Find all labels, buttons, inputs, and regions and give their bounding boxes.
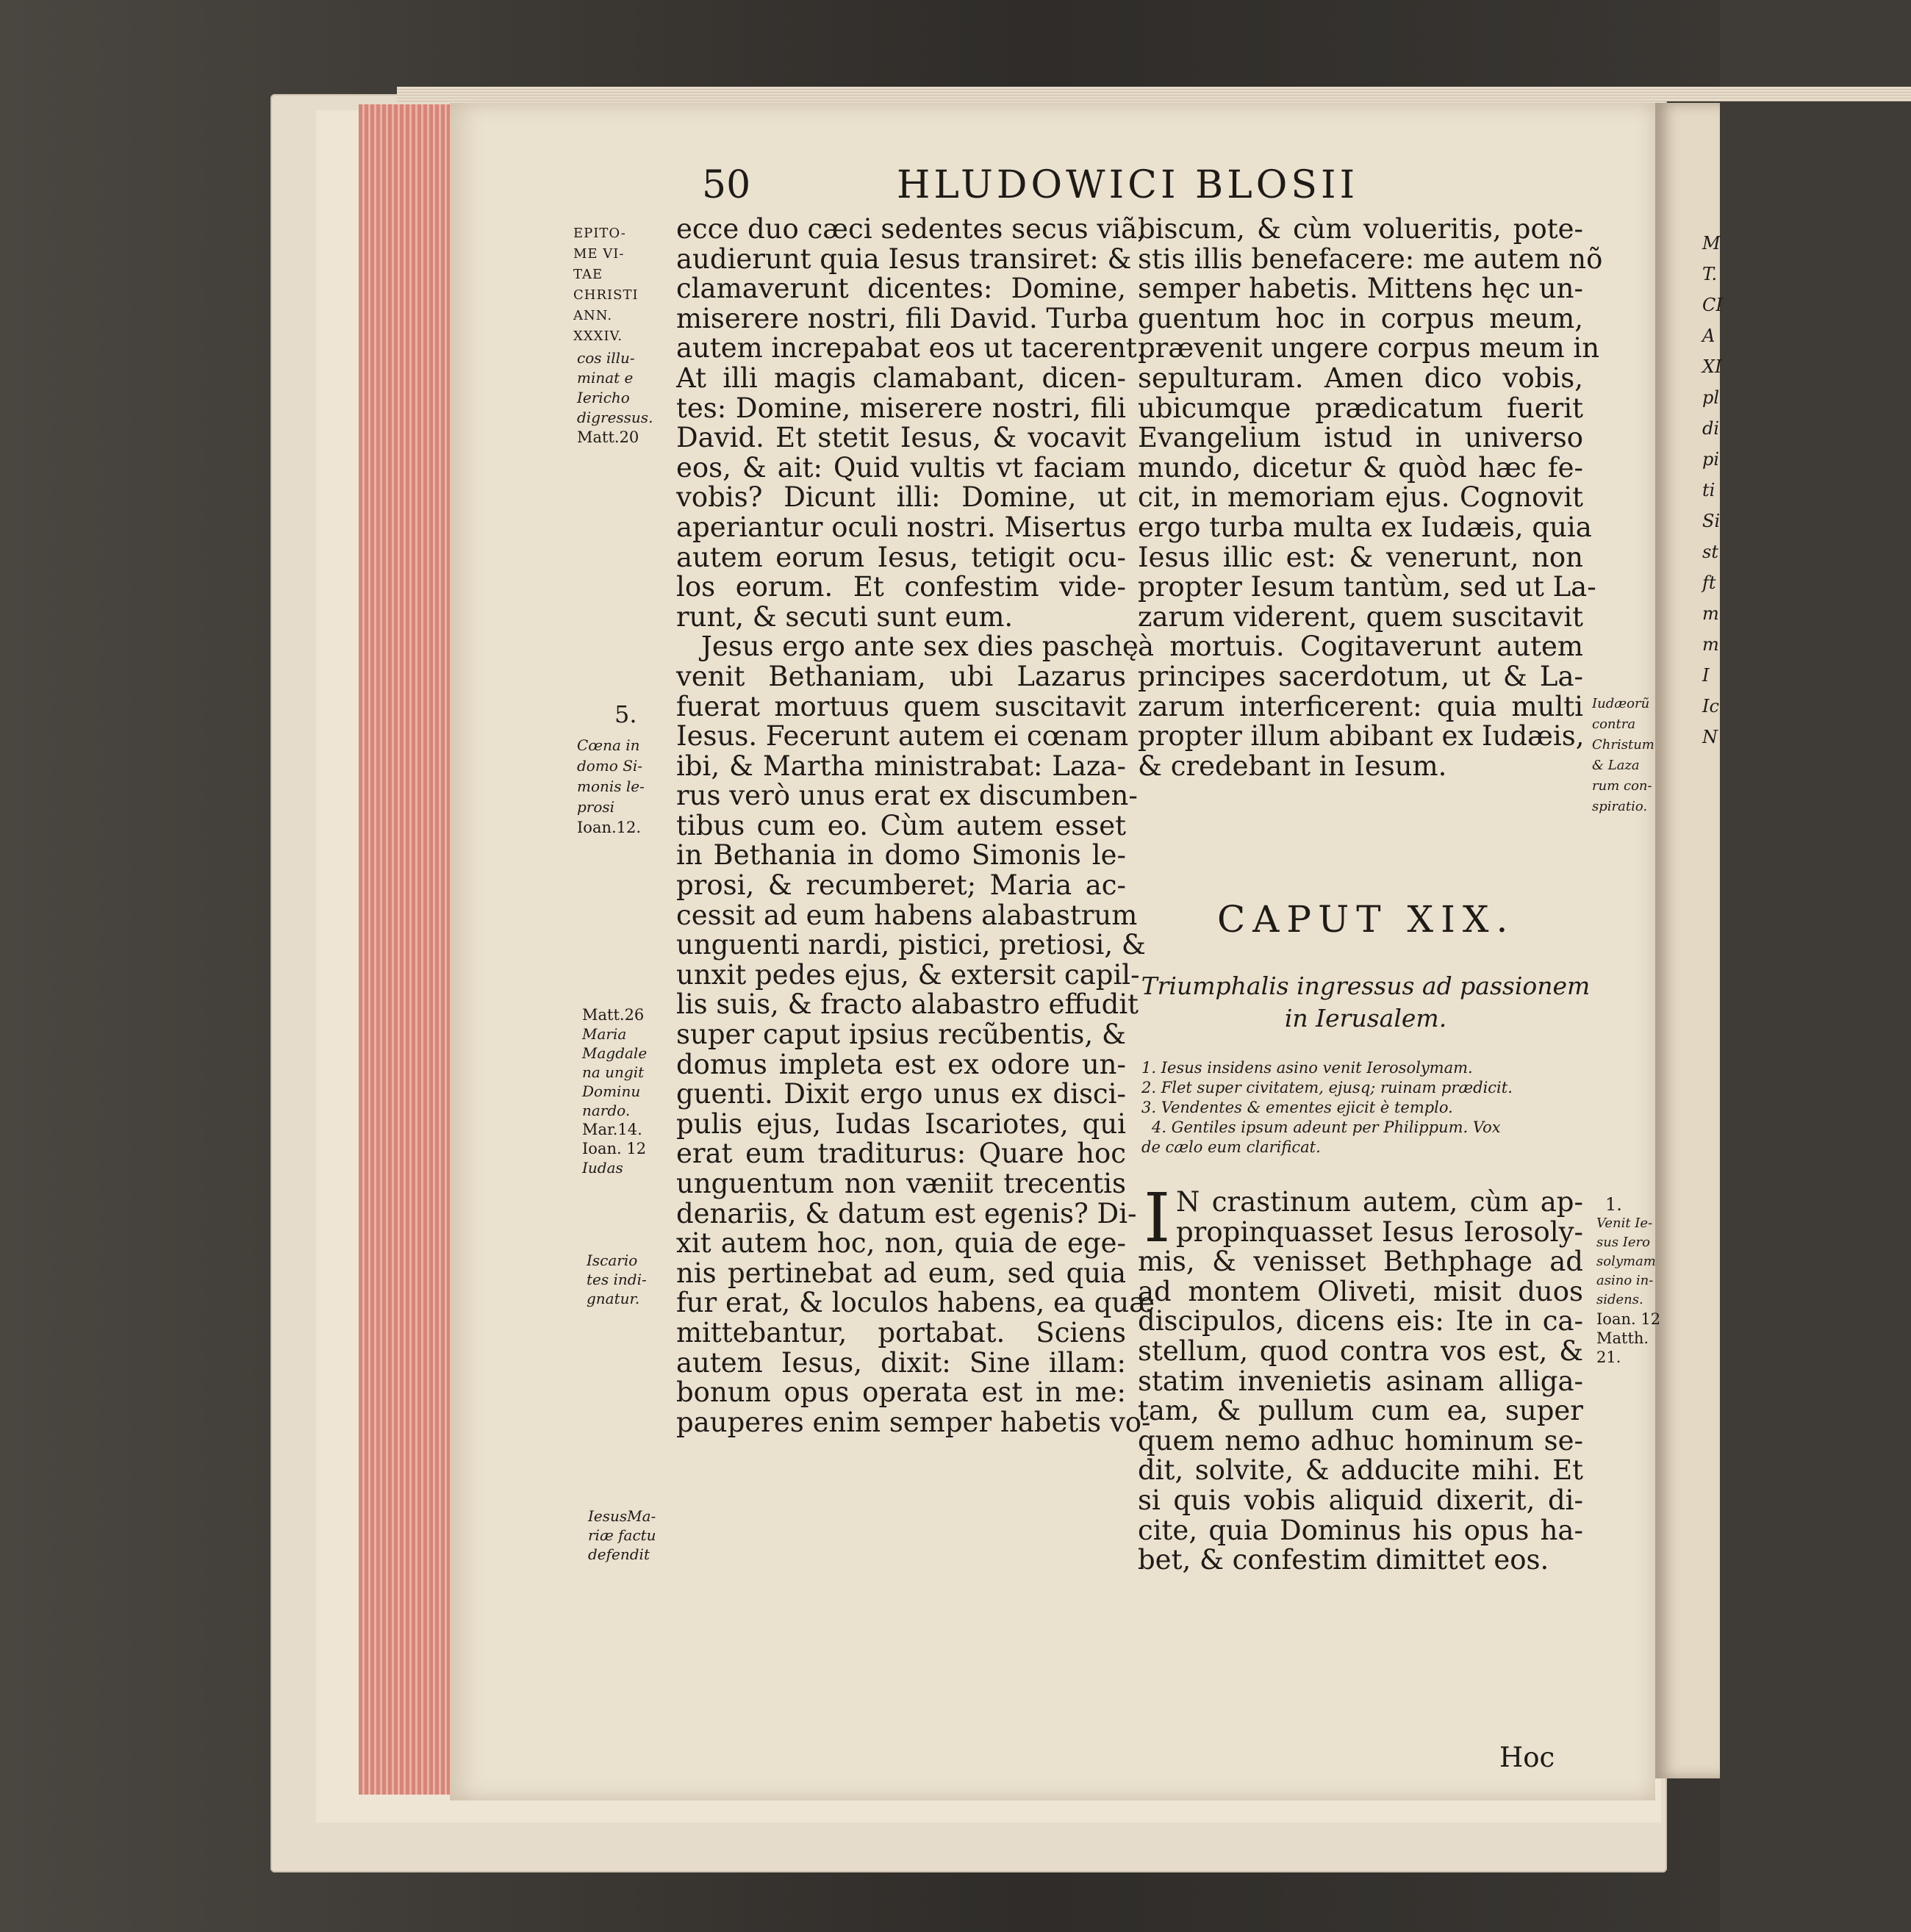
text-line: erat eum traditurus: Quare hoc <box>676 1138 1126 1170</box>
chapter-body-text <box>1138 1179 1583 1576</box>
text-line: autem eorum Iesus, tetigit ocu- <box>676 541 1126 573</box>
text-line: sepulturam. Amen dico vobis, <box>1138 362 1583 394</box>
catchword: Hoc <box>1499 1742 1555 1773</box>
summary-item: 1. Iesus insidens asino venit Ierosolymam. <box>1141 1059 1473 1077</box>
text-line: discipulos, dicens eis: Ite in ca- <box>1138 1305 1583 1337</box>
text-line: los eorum. Et confestim vide- <box>676 571 1126 603</box>
text-line: miserere nostri, fili David. Turba <box>676 302 1129 334</box>
text-line: dit, solvite, & adducite mihi. Et <box>1138 1454 1583 1487</box>
text-line: zarum interficerent: quia multi <box>1138 690 1583 722</box>
text-line: eos, & ait: Quid vultis vt faciam <box>676 451 1126 484</box>
text-line: clamaverunt dicentes: Domine, <box>676 273 1126 305</box>
text-line: bonum opus operata est in me: <box>676 1376 1126 1409</box>
facing-page-fragment: T. <box>1702 264 1718 284</box>
text-line: propter illum abibant ex Iudæis, <box>1138 720 1585 753</box>
red-page-edges <box>359 104 453 1795</box>
left-text-column <box>676 213 1155 1438</box>
margin-note-iudaeorum: Iudæorũ contra Christum & Laza rum con- spiratio. <box>1592 696 1654 814</box>
text-line: super caput ipsius recũbentis, & <box>676 1019 1126 1051</box>
chapter-title: CAPUT XIX. <box>1217 898 1516 941</box>
text-line: Jesus ergo ante sex dies paschę <box>701 631 1139 663</box>
margin-note-cena: Cœna in domo Si- monis le- prosi Ioan.12. <box>577 736 645 836</box>
text-line: principes sacerdotum, ut & La- <box>1138 660 1583 692</box>
text-line: autem Iesus, dixit: Sine illam: <box>676 1346 1126 1379</box>
text-line: At illi magis clamabant, dicen- <box>676 362 1126 394</box>
facing-page-fragment: CI <box>1702 295 1723 315</box>
text-line: aperiantur oculi nostri. Misertus <box>676 511 1127 543</box>
text-line: tibus cum eo. Cùm autem esset <box>676 809 1126 841</box>
text-line: fur erat, & loculos habens, ea quæ <box>676 1287 1155 1319</box>
text-line: unguentum non væniit trecentis <box>676 1168 1126 1199</box>
text-line: tam, & pullum cum ea, super <box>1138 1395 1583 1427</box>
page-header <box>0 163 1720 207</box>
facing-page-fragment: A <box>1702 326 1715 346</box>
text-line: Evangelium istud in universo <box>1138 422 1583 454</box>
chapter-summary <box>1141 1058 1513 1157</box>
text-line: unguenti nardi, pistici, pretiosi, & <box>676 929 1146 961</box>
text-line: autem increpabat eos ut tacerent. <box>676 332 1146 365</box>
text-line: tes: Domine, miserere nostri, fili <box>676 392 1126 424</box>
text-line: David. Et stetit Iesus, & vocavit <box>676 422 1126 454</box>
text-line: vobis? Dicunt illi: Domine, ut <box>676 481 1126 514</box>
text-line: statim invenietis asinam alliga- <box>1138 1365 1583 1397</box>
margin-note-iscario: Iscario tes indi- gnatur. <box>587 1252 647 1307</box>
text-line: Iesus illic est: & venerunt, non <box>1138 541 1583 573</box>
text-line: zarum viderent, quem suscitavit <box>1138 600 1583 633</box>
margin-note-epitome: EPITO- ME VI- TAE CHRISTI ANN. XXXIV. <box>573 226 639 344</box>
facing-page-fragment: di <box>1702 418 1720 439</box>
facing-page-fragment: XI <box>1702 356 1722 377</box>
chapter-subtitle-line-1: Triumphalis ingressus ad passionem <box>1141 972 1591 1000</box>
text-line: mundo, dicetur & quòd hæc fe- <box>1138 451 1583 484</box>
page-number: 50 <box>702 163 751 207</box>
text-line: guentum hoc in corpus meum, <box>1138 302 1583 334</box>
facing-page-fragment: m <box>1702 603 1719 624</box>
text-line: rus verò unus erat ex discumben- <box>676 780 1138 812</box>
summary-item: 4. Gentiles ipsum adeunt per Philippum. Vox <box>1152 1118 1501 1136</box>
text-line: ibi, & Martha ministrabat: Laza- <box>676 750 1126 782</box>
text-line: venit Bethaniam, ubi Lazarus <box>676 660 1126 692</box>
facing-page-fragment: st <box>1702 542 1718 562</box>
facing-page-fragment: I <box>1702 665 1710 686</box>
text-line: prosi, & recumberet; Maria ac- <box>676 869 1126 902</box>
text-line: lis suis, & fracto alabastro effudit <box>676 988 1139 1021</box>
text-line: runt, & secuti sunt eum. <box>676 600 1014 633</box>
text-line: bet, & confestim dimittet eos. <box>1138 1544 1549 1576</box>
text-line: semper habetis. Mittens hęc un- <box>1138 273 1583 305</box>
margin-note-caeci: cos illu- minat e Iericho digressus. Matt.20 <box>577 349 653 446</box>
facing-page-fragment: m <box>1702 634 1719 655</box>
summary-item: 2. Flet super civitatem, ejusq; ruinam prædicit. <box>1141 1079 1513 1096</box>
text-line: domus impleta est ex odore un- <box>676 1048 1126 1080</box>
text-line: mis, & venisset Bethphage ad <box>1138 1246 1583 1278</box>
text-line: denariis, & datum est egenis? Di- <box>676 1197 1137 1229</box>
text-line: ecce duo cæci sedentes secus viã, <box>676 213 1146 245</box>
text-line: ergo turba multa ex Iudæis, quia <box>1138 511 1592 543</box>
margin-note-number-5: 5. <box>614 700 637 728</box>
text-line: si quis vobis aliquid dixerit, di- <box>1138 1484 1583 1516</box>
text-line: & credebant in Iesum. <box>1138 750 1447 782</box>
running-head: HLUDOWICI BLOSII <box>897 163 1359 207</box>
text-line: stis illis benefacere: me autem nõ <box>1138 243 1603 275</box>
text-line: Iesus. Fecerunt autem ei cœnam <box>676 720 1129 753</box>
right-text-column <box>1138 213 1603 782</box>
chapter-subtitle-line-2: in Ierusalem. <box>1284 1004 1447 1033</box>
text-line: ubicumque prædicatum fuerit <box>1138 392 1583 424</box>
facing-page-fragment: pl <box>1702 387 1720 408</box>
margin-note-venit: 1. Venit Ie- sus Iero solymam asino in- sidens. Ioan. 12 Matth. 21. <box>1596 1194 1661 1366</box>
facing-page-fragment: N <box>1702 727 1718 747</box>
text-line: prævenit ungere corpus meum in <box>1138 332 1600 365</box>
facing-page <box>1655 103 1723 1778</box>
text-line: ad montem Oliveti, misit duos <box>1138 1275 1583 1307</box>
text-line: stellum, quod contra vos est, & <box>1138 1335 1583 1367</box>
margin-note-iesus: IesusMa- riæ factu defendit <box>588 1507 656 1563</box>
text-line: in Bethania in domo Simonis le- <box>676 839 1126 872</box>
summary-item: 3. Vendentes & ementes ejicit è templo. <box>1141 1099 1453 1116</box>
text-line: propinquasset Iesus Ierosoly- <box>1176 1215 1583 1248</box>
text-line: pauperes enim semper habetis vo- <box>676 1406 1151 1438</box>
text-line: pulis ejus, Iudas Iscariotes, qui <box>676 1107 1126 1140</box>
text-line: xit autem hoc, non, quia de ege- <box>676 1227 1126 1260</box>
text-line: quem nemo adhuc hominum se- <box>1138 1424 1583 1457</box>
facing-page-fragment: M <box>1702 233 1721 254</box>
facing-page-fragment: Ic <box>1702 696 1719 717</box>
margin-note-maria: Matt.26 Maria Magdale na ungit Dominu nardo. Mar.14. Ioan. 12 Iudas <box>582 1006 648 1177</box>
text-line: mittebantur, portabat. Sciens <box>676 1316 1126 1349</box>
text-line: fuerat mortuus quem suscitavit <box>676 690 1126 722</box>
drop-cap: I <box>1144 1179 1171 1257</box>
text-line: N crastinum autem, cùm ap- <box>1176 1186 1583 1218</box>
text-line: unxit pedes ejus, & extersit capil- <box>676 958 1140 991</box>
text-line: audierunt quia Iesus transiret: & <box>676 243 1132 275</box>
text-line: biscum, & cùm volueritis, pote- <box>1138 213 1583 245</box>
summary-item: de cælo eum clarificat. <box>1141 1138 1321 1156</box>
facing-page-fragment: Si <box>1702 511 1721 531</box>
text-line: guenti. Dixit ergo unus ex disci- <box>676 1078 1126 1110</box>
facing-page-fragment: pi <box>1702 449 1720 470</box>
text-line: cit, in memoriam ejus. Cognovit <box>1138 481 1583 514</box>
facing-page-fragment: ti <box>1702 480 1715 500</box>
top-page-edges <box>397 87 1911 101</box>
text-line: nis pertinebat ad eum, sed quia <box>676 1257 1126 1289</box>
facing-page-fragment: ft <box>1702 572 1716 593</box>
text-line: à mortuis. Cogitaverunt autem <box>1138 631 1583 663</box>
text-line: cessit ad eum habens alabastrum <box>676 899 1138 931</box>
text-line: cite, quia Dominus his opus ha- <box>1138 1514 1583 1546</box>
text-line: propter Iesum tantùm, sed ut La- <box>1138 571 1596 603</box>
